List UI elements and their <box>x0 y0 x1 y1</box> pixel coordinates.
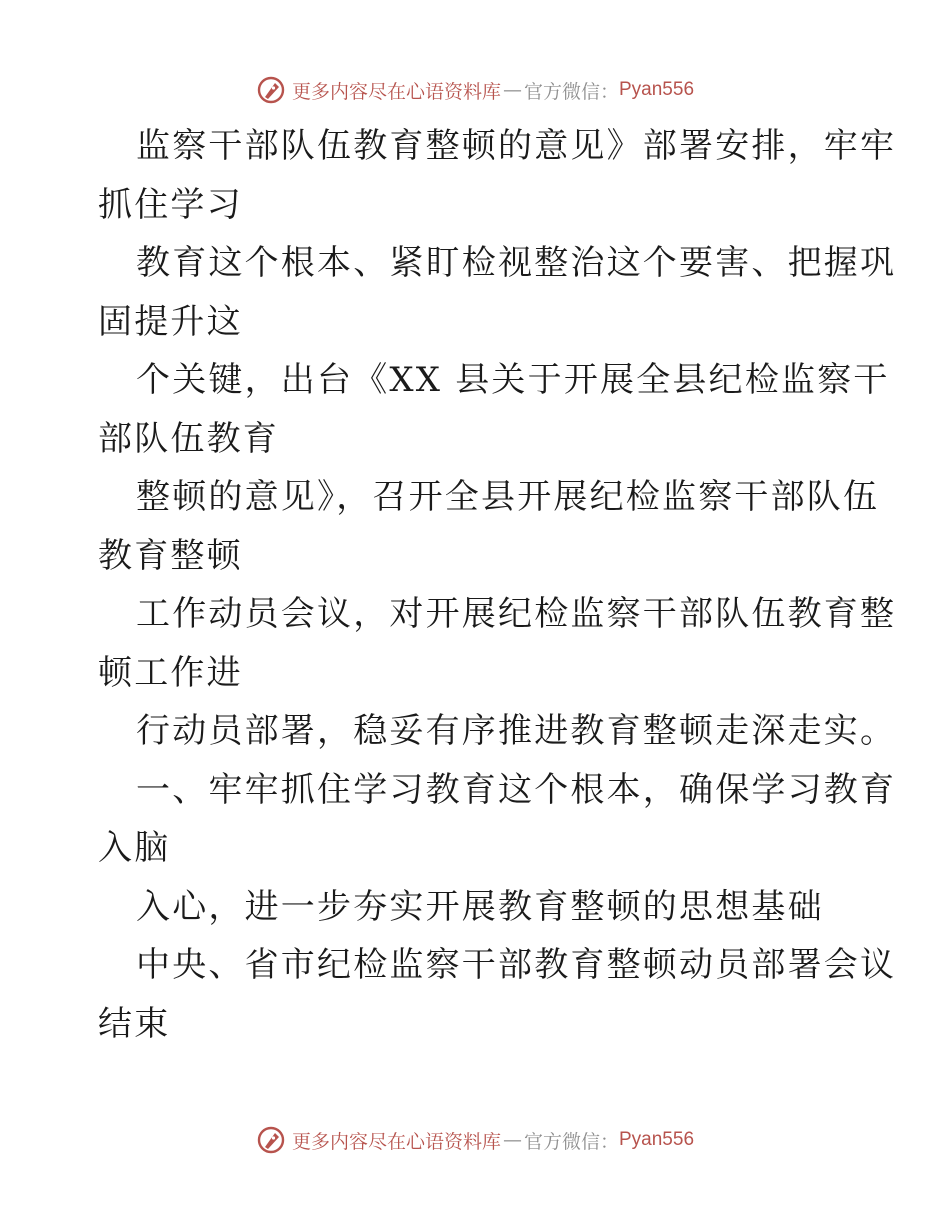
pen-nib-logo-icon <box>256 75 286 105</box>
text-line: 中央、省市纪检监察干部教育整顿动员部署会议 <box>136 945 897 985</box>
document-body <box>98 117 897 1053</box>
header-watermark <box>0 72 950 108</box>
watermark-text: 更多内容尽在心语资料库 <box>291 80 501 103</box>
text-line: 结束 <box>98 1003 171 1044</box>
text-line: 教育这个根本、紧盯检视整治这个要害、把握巩 <box>136 243 897 283</box>
watermark-text: 更多内容尽在心语资料库 <box>291 1130 501 1153</box>
text-line: 入脑 <box>98 828 171 868</box>
watermark-label: 官方微信： <box>523 1130 619 1153</box>
text-line: 工作动员会议，对开展纪检监察干部队伍教育整 <box>136 594 897 634</box>
text-line: 部队伍教育 <box>98 418 279 459</box>
watermark-id: Pyan556 <box>619 79 695 100</box>
watermark-id: Pyan556 <box>619 1129 695 1150</box>
pen-nib-logo-icon <box>256 1125 286 1155</box>
text-line: 行动员部署，稳妥有序推进教育整顿走深走实。 <box>136 711 897 751</box>
footer-watermark <box>0 1122 950 1158</box>
text-line: 固提升这 <box>98 301 243 342</box>
text-line: 监察干部队伍教育整顿的意见》部署安排，牢牢 <box>136 126 897 166</box>
text-line: 教育整顿 <box>98 535 243 576</box>
watermark-label: 官方微信： <box>523 80 619 103</box>
text-line: 一、牢牢抓住学习教育这个根本，确保学习教育 <box>136 769 897 810</box>
text-line: 个关键，出台《XX 县关于开展全县纪检监察干 <box>136 360 890 400</box>
text-line: 顿工作进 <box>98 652 243 693</box>
text-line: 入心，进一步夯实开展教育整顿的思想基础 <box>136 886 824 927</box>
watermark-separator: — <box>502 79 522 101</box>
text-line: 抓住学习 <box>98 184 243 225</box>
text-line: 整顿的意见》，召开全县开展纪检监察干部队伍 <box>136 477 880 517</box>
watermark-separator: — <box>502 1129 522 1151</box>
